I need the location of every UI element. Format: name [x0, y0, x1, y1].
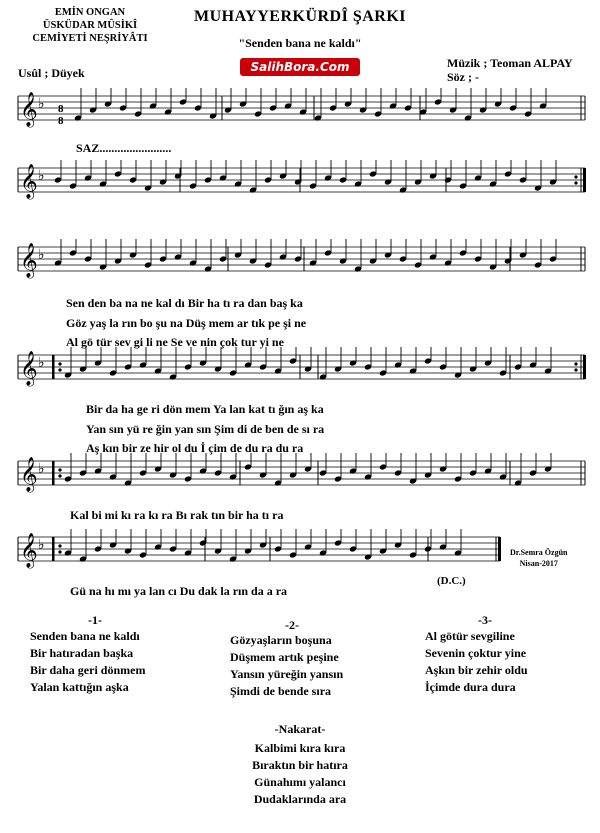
- verse-line: Sevenin çoktur yine: [425, 646, 527, 660]
- verse-number: -1-: [88, 613, 102, 627]
- flat-icon: ♭: [38, 355, 45, 371]
- repeat-dot: [58, 362, 61, 365]
- verse-line: Al götür sevgiline: [425, 629, 515, 643]
- repeat-start-bar: [52, 461, 55, 485]
- verse-2: [230, 632, 343, 700]
- treble-clef-icon: 𝄞: [20, 243, 38, 278]
- repeat-dot: [574, 181, 577, 184]
- treble-clef-icon: 𝄞: [20, 457, 38, 492]
- saz-label: SAZ........................: [76, 141, 172, 155]
- lyric-line: Sen den ba na ne kal dı Bir ha tı ra dan baş ka: [66, 296, 303, 310]
- song-subtitle: "Senden bana ne kaldı": [238, 36, 362, 50]
- publisher-line: CEMİYETİ NEŞRİYÂTI: [32, 33, 148, 44]
- verse-line: Düşmem artık peşine: [230, 650, 339, 664]
- verse-line: Şimdi de bende sıra: [230, 684, 332, 698]
- credit-line: Nisan-2017: [519, 559, 558, 568]
- time-signature-denominator: 8: [58, 115, 64, 127]
- repeat-dot: [574, 368, 577, 371]
- arranger-credit: [510, 547, 567, 569]
- verse-line: İçimde dura dura: [425, 680, 516, 694]
- verse-line: Gözyaşların boşuna: [230, 633, 332, 647]
- lyricist-label: Söz ; -: [447, 70, 479, 84]
- lyric-line: Bir da ha ge ri dön mem Ya lan kat tı ğın aş ka: [86, 402, 324, 416]
- verse-line: Bir daha geri dönmem: [30, 663, 146, 677]
- repeat-dot: [58, 468, 61, 471]
- verse-line: Yalan kattığın aşka: [30, 680, 129, 694]
- repeat-dot: [574, 175, 577, 178]
- repeat-dot: [58, 550, 61, 553]
- publisher-line: ÜSKÜDAR MÛSİKÎ: [42, 20, 138, 31]
- lyric-line: Al gö tür sev gi li ne Se ve nin çok tur yi ne: [66, 335, 284, 349]
- repeat-start-bar: [52, 537, 55, 561]
- treble-clef-icon: 𝄞: [20, 533, 38, 568]
- verse-line: Senden bana ne kaldı: [30, 629, 140, 643]
- nakarat-line: Bıraktın bir hatıra: [252, 758, 348, 772]
- flat-icon: ♭: [38, 96, 45, 112]
- nakarat-line: Günahımı yalancı: [254, 775, 346, 789]
- flat-icon: ♭: [38, 461, 45, 477]
- da-capo-mark: (D.C.): [437, 575, 466, 587]
- nakarat-title: -Nakarat-: [274, 722, 326, 736]
- verse-3: [425, 628, 528, 696]
- lyric-line: Göz yaş la rın bo şu na Düş mem ar tık pe şi ne: [66, 316, 307, 330]
- repeat-dot: [58, 544, 61, 547]
- flat-icon: ♭: [38, 168, 45, 184]
- repeat-dot: [574, 362, 577, 365]
- composer-label: Müzik ; Teoman ALPAY: [447, 56, 573, 70]
- final-bar-line: [583, 355, 586, 379]
- lyric-line: Yan sın yü re ğin yan sın Şim di de ben de sı ra: [86, 422, 325, 436]
- verse-line: Yansın yüreğin yansın: [230, 667, 344, 681]
- repeat-dot: [58, 474, 61, 477]
- final-bar-line: [498, 537, 501, 561]
- verse-1: [30, 628, 145, 696]
- verse-number: -3-: [478, 613, 492, 627]
- verse-line: Bir hatıradan başka: [30, 646, 134, 660]
- credit-line: Dr.Semra Özgün: [510, 548, 568, 557]
- lyric-line: Kal bi mi kı ra kı ra Bı rak tın bir ha tı ra: [70, 508, 284, 522]
- final-bar-line: [583, 168, 586, 192]
- song-title: MUHAYYERKÜRDÎ ŞARKI: [193, 8, 407, 25]
- lyric-line: Aş kın bir ze hir ol du İ çim de du ra du ra: [86, 441, 304, 455]
- flat-icon: ♭: [38, 537, 45, 553]
- treble-clef-icon: 𝄞: [20, 164, 38, 199]
- verse-number: -2-: [285, 618, 299, 632]
- time-signature-numerator: 8: [58, 103, 64, 115]
- brand-watermark: SalihBora.Com: [240, 58, 360, 76]
- publisher-line: EMİN ONGAN: [54, 7, 126, 18]
- verse-line: Aşkın bir zehir oldu: [425, 663, 528, 677]
- usul-label: Usûl ; Düyek: [18, 66, 85, 80]
- treble-clef-icon: 𝄞: [20, 92, 38, 127]
- nakarat-line: Dudaklarında ara: [253, 792, 347, 806]
- lyric-line: Gü na hı mı ya lan cı Du dak la rın da a ra: [70, 584, 288, 598]
- nakarat-line: Kalbimi kıra kıra: [254, 741, 346, 755]
- repeat-start-bar: [52, 355, 55, 379]
- flat-icon: ♭: [38, 247, 45, 263]
- nakarat-block: [200, 740, 400, 808]
- treble-clef-icon: 𝄞: [20, 351, 38, 386]
- repeat-dot: [58, 368, 61, 371]
